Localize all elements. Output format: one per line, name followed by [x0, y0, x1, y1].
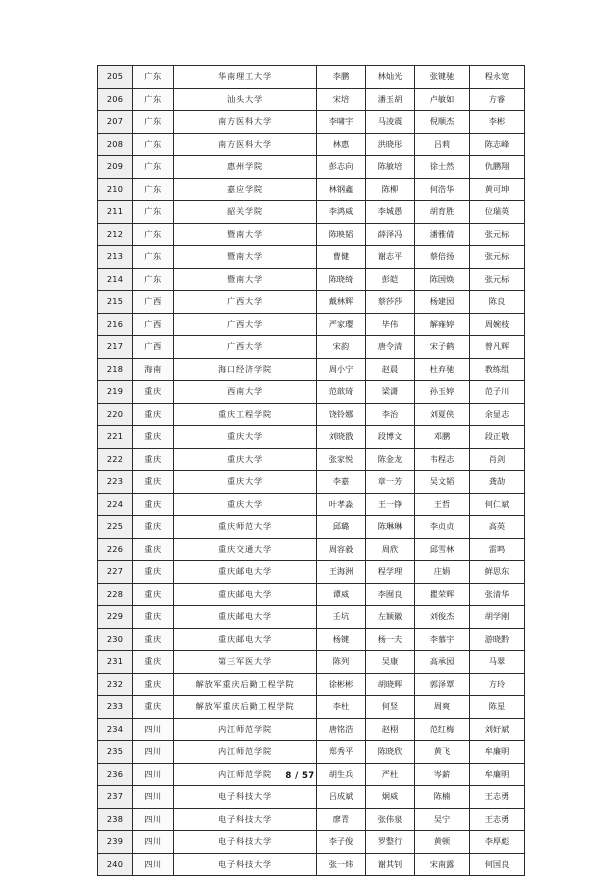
table-cell-member3: 杨建园	[415, 291, 470, 314]
table-row	[98, 696, 525, 719]
table-cell-member1: 刘晓戬	[317, 426, 366, 449]
table-cell-coach: 何仁斌	[470, 493, 525, 516]
table-cell-member2: 赵栩	[366, 718, 415, 741]
table-cell-member2: 梁潇	[366, 381, 415, 404]
table-cell-coach: 范子川	[470, 381, 525, 404]
table-cell-province: 重庆	[133, 403, 174, 426]
table-cell-index: 232	[98, 673, 133, 696]
table-cell-index: 214	[98, 268, 133, 291]
table-cell-school: 内江师范学院	[174, 741, 317, 764]
table-cell-school: 重庆大学	[174, 471, 317, 494]
table-cell-coach: 仇鹏翔	[470, 156, 525, 179]
table-cell-index: 223	[98, 471, 133, 494]
table-cell-member3: 吕莉	[415, 133, 470, 156]
table-cell-member1: 范歆琦	[317, 381, 366, 404]
table-cell-school: 广西大学	[174, 291, 317, 314]
table-row	[98, 66, 525, 89]
table-cell-school: 内江师范学院	[174, 763, 317, 786]
table-cell-coach: 余显志	[470, 403, 525, 426]
table-cell-coach: 段正敬	[470, 426, 525, 449]
table-cell-member2: 唐令清	[366, 336, 415, 359]
table-cell-coach: 刘好斌	[470, 718, 525, 741]
table-cell-coach: 马翠	[470, 651, 525, 674]
table-cell-province: 广东	[133, 66, 174, 89]
table-cell-member3: 卢敏如	[415, 88, 470, 111]
table-cell-member2: 段博文	[366, 426, 415, 449]
table-row	[98, 313, 525, 336]
table-cell-member3: 刘俊杰	[415, 606, 470, 629]
table-cell-coach: 方睿	[470, 88, 525, 111]
table-cell-coach: 王志勇	[470, 786, 525, 809]
table-cell-member1: 李鸿威	[317, 201, 366, 224]
table-cell-member1: 陈映韬	[317, 223, 366, 246]
table-cell-province: 广东	[133, 201, 174, 224]
table-cell-index: 238	[98, 808, 133, 831]
table-cell-province: 重庆	[133, 606, 174, 629]
table-cell-member1: 杨键	[317, 628, 366, 651]
table-cell-coach: 张清华	[470, 583, 525, 606]
table-cell-province: 重庆	[133, 673, 174, 696]
table-cell-member3: 李慕宇	[415, 628, 470, 651]
table-cell-index: 215	[98, 291, 133, 314]
table-cell-member3: 庄娟	[415, 561, 470, 584]
table-cell-coach: 程永宽	[470, 66, 525, 89]
table-cell-member3: 解雍婷	[415, 313, 470, 336]
table-cell-province: 广东	[133, 133, 174, 156]
table-cell-index: 208	[98, 133, 133, 156]
table-row	[98, 471, 525, 494]
table-cell-province: 四川	[133, 718, 174, 741]
table-cell-province: 重庆	[133, 516, 174, 539]
table-cell-coach: 牟廉明	[470, 741, 525, 764]
table-cell-index: 240	[98, 853, 133, 876]
table-cell-member3: 郭泽覃	[415, 673, 470, 696]
table-cell-member3: 刘夏侠	[415, 403, 470, 426]
table-cell-school: 汕头大学	[174, 88, 317, 111]
table-row	[98, 201, 525, 224]
table-cell-index: 234	[98, 718, 133, 741]
table-cell-index: 213	[98, 246, 133, 269]
table-cell-coach: 何国良	[470, 853, 525, 876]
table-cell-member2: 马凌震	[366, 111, 415, 134]
table-cell-member1: 严家璎	[317, 313, 366, 336]
table-cell-coach: 鲜思东	[470, 561, 525, 584]
table-cell-school: 重庆邮电大学	[174, 583, 317, 606]
table-cell-province: 重庆	[133, 493, 174, 516]
table-cell-school: 重庆邮电大学	[174, 561, 317, 584]
table-cell-school: 暨南大学	[174, 268, 317, 291]
table-cell-member3: 吴文韬	[415, 471, 470, 494]
table-cell-index: 231	[98, 651, 133, 674]
table-cell-member3: 高承园	[415, 651, 470, 674]
table-cell-member2: 陈金龙	[366, 448, 415, 471]
table-cell-province: 重庆	[133, 561, 174, 584]
table-cell-member3: 邱雪林	[415, 538, 470, 561]
table-cell-index: 236	[98, 763, 133, 786]
table-cell-index: 224	[98, 493, 133, 516]
table-cell-coach: 肖剑	[470, 448, 525, 471]
table-cell-member1: 饶铃娜	[317, 403, 366, 426]
table-row	[98, 448, 525, 471]
table-row	[98, 291, 525, 314]
table-cell-coach: 张元标	[470, 246, 525, 269]
table-row	[98, 628, 525, 651]
table-cell-member3: 孙玉婷	[415, 381, 470, 404]
table-row	[98, 718, 525, 741]
table-cell-province: 重庆	[133, 583, 174, 606]
table-cell-member2: 洪晓彤	[366, 133, 415, 156]
table-cell-province: 海南	[133, 358, 174, 381]
table-cell-province: 广西	[133, 336, 174, 359]
table-cell-member2: 彭皑	[366, 268, 415, 291]
table-cell-coach: 方玲	[470, 673, 525, 696]
table-row	[98, 606, 525, 629]
table-row	[98, 358, 525, 381]
table-cell-coach: 黄可坤	[470, 178, 525, 201]
roster-table	[97, 65, 525, 876]
table-cell-coach: 王志勇	[470, 808, 525, 831]
table-cell-member3: 黄顿	[415, 831, 470, 854]
table-cell-province: 四川	[133, 786, 174, 809]
table-cell-coach: 周婉枝	[470, 313, 525, 336]
table-cell-member2: 杨一夫	[366, 628, 415, 651]
table-cell-province: 广东	[133, 88, 174, 111]
table-cell-member3: 宋子鹤	[415, 336, 470, 359]
table-cell-member3: 李贞贞	[415, 516, 470, 539]
table-cell-index: 210	[98, 178, 133, 201]
table-row	[98, 246, 525, 269]
table-cell-member2: 周欣	[366, 538, 415, 561]
table-row	[98, 111, 525, 134]
table-cell-member1: 谭威	[317, 583, 366, 606]
table-cell-member1: 王海洲	[317, 561, 366, 584]
table-row	[98, 426, 525, 449]
table-cell-member3: 周爽	[415, 696, 470, 719]
table-cell-member1: 宋韵	[317, 336, 366, 359]
table-row	[98, 88, 525, 111]
table-cell-school: 重庆大学	[174, 426, 317, 449]
table-cell-coach: 曾凡辉	[470, 336, 525, 359]
table-cell-province: 四川	[133, 808, 174, 831]
table-row	[98, 178, 525, 201]
table-cell-member2: 潘玉胡	[366, 88, 415, 111]
table-cell-member2: 谢其钊	[366, 853, 415, 876]
table-cell-index: 226	[98, 538, 133, 561]
table-cell-coach: 李厚彪	[470, 831, 525, 854]
table-cell-province: 广东	[133, 156, 174, 179]
table-cell-member2: 王一铮	[366, 493, 415, 516]
table-cell-member1: 林惠	[317, 133, 366, 156]
table-row	[98, 853, 525, 876]
roster-table-container	[97, 65, 510, 876]
table-cell-province: 广东	[133, 268, 174, 291]
table-row	[98, 381, 525, 404]
table-cell-member2: 左颖徽	[366, 606, 415, 629]
table-cell-school: 暨南大学	[174, 246, 317, 269]
table-cell-member2: 炯威	[366, 786, 415, 809]
table-row	[98, 268, 525, 291]
table-cell-member2: 陈琳琳	[366, 516, 415, 539]
table-cell-school: 华南理工大学	[174, 66, 317, 89]
table-cell-school: 重庆邮电大学	[174, 628, 317, 651]
page-number-footer: 8 / 57	[285, 771, 315, 781]
table-cell-school: 暨南大学	[174, 223, 317, 246]
table-cell-coach: 陈星	[470, 696, 525, 719]
table-cell-index: 206	[98, 88, 133, 111]
table-cell-index: 207	[98, 111, 133, 134]
table-cell-province: 广东	[133, 178, 174, 201]
table-cell-coach: 雷鸣	[470, 538, 525, 561]
table-cell-index: 228	[98, 583, 133, 606]
table-cell-province: 广东	[133, 111, 174, 134]
table-cell-member1: 李子俊	[317, 831, 366, 854]
table-cell-school: 海口经济学院	[174, 358, 317, 381]
table-cell-school: 西南大学	[174, 381, 317, 404]
table-cell-member3: 韦程志	[415, 448, 470, 471]
table-cell-member3: 黄飞	[415, 741, 470, 764]
table-cell-member1: 邱璐	[317, 516, 366, 539]
table-cell-province: 重庆	[133, 628, 174, 651]
table-cell-school: 重庆师范大学	[174, 516, 317, 539]
table-cell-member1: 壬坑	[317, 606, 366, 629]
table-cell-province: 广西	[133, 313, 174, 336]
table-cell-member1: 周容毅	[317, 538, 366, 561]
table-row	[98, 673, 525, 696]
table-cell-school: 内江师范学院	[174, 718, 317, 741]
table-cell-school: 嘉应学院	[174, 178, 317, 201]
table-cell-coach: 位瑞英	[470, 201, 525, 224]
table-cell-member1: 廖青	[317, 808, 366, 831]
table-row	[98, 493, 525, 516]
table-cell-member3: 邓鹏	[415, 426, 470, 449]
table-row	[98, 741, 525, 764]
table-cell-member2: 陈敏培	[366, 156, 415, 179]
table-cell-province: 重庆	[133, 426, 174, 449]
table-row	[98, 133, 525, 156]
table-cell-index: 212	[98, 223, 133, 246]
table-cell-member3: 瞿荣辉	[415, 583, 470, 606]
table-cell-province: 重庆	[133, 538, 174, 561]
table-cell-member2: 严杜	[366, 763, 415, 786]
table-cell-index: 239	[98, 831, 133, 854]
table-cell-school: 南方医科大学	[174, 133, 317, 156]
table-cell-member3: 吴宁	[415, 808, 470, 831]
table-cell-member3: 王哲	[415, 493, 470, 516]
table-cell-member1: 李鹏	[317, 66, 366, 89]
table-cell-coach: 陈志峰	[470, 133, 525, 156]
table-cell-school: 重庆邮电大学	[174, 606, 317, 629]
table-cell-index: 227	[98, 561, 133, 584]
table-cell-member2: 李囿良	[366, 583, 415, 606]
table-cell-index: 220	[98, 403, 133, 426]
table-cell-member2: 吴康	[366, 651, 415, 674]
table-cell-index: 217	[98, 336, 133, 359]
table-cell-member3: 岑薪	[415, 763, 470, 786]
table-cell-province: 重庆	[133, 471, 174, 494]
table-cell-school: 重庆交通大学	[174, 538, 317, 561]
table-cell-member3: 徐士然	[415, 156, 470, 179]
table-cell-member3: 何浩华	[415, 178, 470, 201]
table-row	[98, 561, 525, 584]
table-cell-member3: 蔡倍扬	[415, 246, 470, 269]
table-cell-member1: 林钢鑫	[317, 178, 366, 201]
table-cell-member3: 潘雅倩	[415, 223, 470, 246]
table-cell-school: 重庆工程学院	[174, 403, 317, 426]
table-cell-coach: 高英	[470, 516, 525, 539]
table-cell-member2: 林灿光	[366, 66, 415, 89]
table-cell-school: 惠州学院	[174, 156, 317, 179]
table-cell-index: 222	[98, 448, 133, 471]
table-cell-member3: 陈国焕	[415, 268, 470, 291]
table-row	[98, 156, 525, 179]
table-cell-member1: 周小宁	[317, 358, 366, 381]
table-cell-school: 广西大学	[174, 313, 317, 336]
table-cell-index: 237	[98, 786, 133, 809]
table-cell-province: 广西	[133, 291, 174, 314]
table-cell-member1: 吕成斌	[317, 786, 366, 809]
table-cell-coach: 牟廉明	[470, 763, 525, 786]
table-cell-province: 重庆	[133, 651, 174, 674]
table-cell-member2: 陈晓欣	[366, 741, 415, 764]
table-cell-member1: 徐彬彬	[317, 673, 366, 696]
table-cell-member3: 倪顺杰	[415, 111, 470, 134]
table-cell-index: 216	[98, 313, 133, 336]
table-cell-index: 221	[98, 426, 133, 449]
table-row	[98, 831, 525, 854]
table-row	[98, 516, 525, 539]
table-cell-index: 235	[98, 741, 133, 764]
table-cell-school: 解放军重庆后勤工程学院	[174, 673, 317, 696]
table-cell-province: 广东	[133, 223, 174, 246]
table-cell-member2: 薛泽冯	[366, 223, 415, 246]
table-cell-member1: 陈晓绮	[317, 268, 366, 291]
table-cell-index: 225	[98, 516, 133, 539]
table-cell-member3: 杜弃驰	[415, 358, 470, 381]
table-cell-member2: 章一芳	[366, 471, 415, 494]
table-cell-school: 第三军医大学	[174, 651, 317, 674]
table-cell-member1: 张家悦	[317, 448, 366, 471]
table-row	[98, 808, 525, 831]
table-cell-index: 205	[98, 66, 133, 89]
table-cell-coach: 胡学刚	[470, 606, 525, 629]
table-cell-index: 230	[98, 628, 133, 651]
table-cell-province: 重庆	[133, 448, 174, 471]
table-cell-coach: 张元标	[470, 223, 525, 246]
table-cell-member1: 曹健	[317, 246, 366, 269]
table-cell-school: 解放军重庆后勤工程学院	[174, 696, 317, 719]
table-cell-index: 209	[98, 156, 133, 179]
table-cell-member2: 胡晓辉	[366, 673, 415, 696]
table-cell-member2: 李城愚	[366, 201, 415, 224]
table-cell-member1: 李嘉	[317, 471, 366, 494]
table-cell-coach: 李彬	[470, 111, 525, 134]
table-cell-school: 电子科技大学	[174, 853, 317, 876]
table-cell-member1: 张一炜	[317, 853, 366, 876]
table-cell-member3: 陈楠	[415, 786, 470, 809]
table-cell-member1: 李啸宇	[317, 111, 366, 134]
table-cell-province: 重庆	[133, 696, 174, 719]
table-cell-school: 南方医科大学	[174, 111, 317, 134]
table-cell-member3: 张键驰	[415, 66, 470, 89]
table-cell-member2: 陈柳	[366, 178, 415, 201]
table-cell-school: 电子科技大学	[174, 831, 317, 854]
table-cell-member2: 赵晨	[366, 358, 415, 381]
table-cell-coach: 张元标	[470, 268, 525, 291]
table-cell-province: 四川	[133, 741, 174, 764]
table-row	[98, 403, 525, 426]
table-cell-school: 电子科技大学	[174, 808, 317, 831]
table-cell-member2: 何竖	[366, 696, 415, 719]
table-cell-member2: 毕伟	[366, 313, 415, 336]
table-cell-index: 219	[98, 381, 133, 404]
table-cell-member1: 唐铭浩	[317, 718, 366, 741]
table-row	[98, 651, 525, 674]
table-row	[98, 223, 525, 246]
table-cell-school: 广西大学	[174, 336, 317, 359]
table-cell-province: 四川	[133, 831, 174, 854]
table-cell-coach: 教练组	[470, 358, 525, 381]
table-cell-member1: 彭志向	[317, 156, 366, 179]
table-cell-member1: 陈列	[317, 651, 366, 674]
table-cell-index: 218	[98, 358, 133, 381]
table-cell-member2: 李治	[366, 403, 415, 426]
table-cell-member1: 郑秀平	[317, 741, 366, 764]
table-cell-school: 韶关学院	[174, 201, 317, 224]
roster-table-body	[98, 66, 525, 876]
table-cell-province: 四川	[133, 853, 174, 876]
table-row	[98, 786, 525, 809]
table-cell-school: 重庆大学	[174, 448, 317, 471]
table-cell-index: 229	[98, 606, 133, 629]
table-cell-member2: 罗整行	[366, 831, 415, 854]
table-cell-member3: 范红梅	[415, 718, 470, 741]
table-cell-school: 电子科技大学	[174, 786, 317, 809]
table-cell-member1: 宋培	[317, 88, 366, 111]
table-cell-member1: 戴林辉	[317, 291, 366, 314]
table-cell-member2: 谢志平	[366, 246, 415, 269]
table-cell-province: 四川	[133, 763, 174, 786]
table-cell-member1: 胡生兵	[317, 763, 366, 786]
table-row	[98, 336, 525, 359]
table-row	[98, 538, 525, 561]
table-cell-member2: 蔡莎莎	[366, 291, 415, 314]
table-cell-coach: 陈良	[470, 291, 525, 314]
table-cell-member1: 李杜	[317, 696, 366, 719]
table-cell-coach: 游晓黔	[470, 628, 525, 651]
table-cell-member3: 胡育胜	[415, 201, 470, 224]
table-row	[98, 583, 525, 606]
table-cell-index: 233	[98, 696, 133, 719]
table-cell-member1: 叶孝淼	[317, 493, 366, 516]
table-cell-member2: 张伟泉	[366, 808, 415, 831]
table-cell-index: 211	[98, 201, 133, 224]
table-cell-member2: 程学理	[366, 561, 415, 584]
table-cell-school: 重庆大学	[174, 493, 317, 516]
table-cell-member3: 宋南露	[415, 853, 470, 876]
table-cell-province: 重庆	[133, 381, 174, 404]
table-cell-province: 广东	[133, 246, 174, 269]
table-cell-coach: 龚劼	[470, 471, 525, 494]
